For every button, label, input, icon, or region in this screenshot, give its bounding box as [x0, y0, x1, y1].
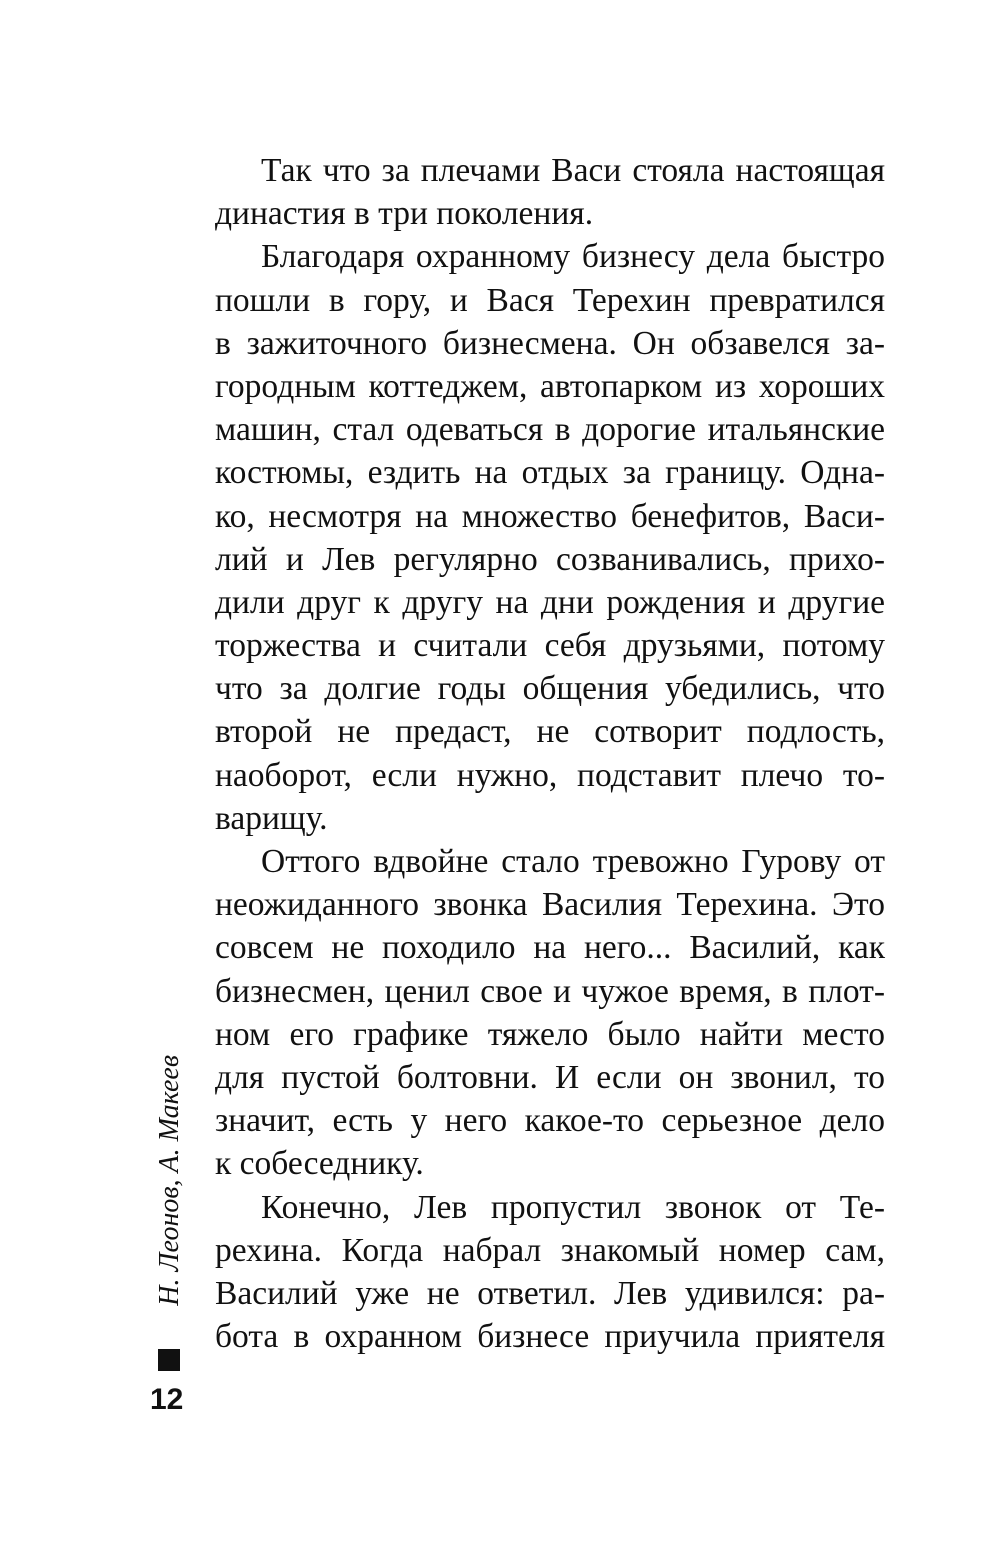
text-line: ном его графике тяжело было найти место — [215, 1015, 885, 1053]
text-line: Василий уже не ответил. Лев удивился: ра- — [215, 1274, 885, 1312]
text-line: Оттого вдвойне стало тревожно Гурову от — [261, 843, 885, 880]
text-line: городным коттеджем, автопарком из хороших — [215, 367, 885, 405]
text-line: для пустой болтовни. И если он звонил, то — [215, 1058, 885, 1096]
text-line: совсем не походило на него... Василий, как — [215, 929, 885, 967]
text-line: рехина. Когда набрал знакомый номер сам, — [215, 1231, 885, 1269]
text-line: пошли в гору, и Вася Терехин превратился — [215, 281, 885, 319]
text-line: второй не предаст, не сотворит подлость, — [215, 713, 885, 751]
text-line: торжества и считали себя друзьями, потому — [215, 627, 885, 665]
text-line: Благодаря охранному бизнесу дела быстро — [261, 238, 885, 276]
text-line: ко, несмотря на множество бенефитов, Васи- — [215, 497, 885, 535]
text-line: машин, стал одеваться в дорогие итальянские — [215, 411, 885, 449]
text-line: династия в три поколения. — [215, 195, 594, 233]
text-line: к собеседнику. — [215, 1145, 424, 1183]
text-line: значит, есть у него какое-то серьезное дело — [215, 1102, 885, 1140]
text-line: бизнесмен, ценил свое и чужое время, в плот- — [215, 972, 885, 1010]
running-head-authors: Н. Леонов, А. Макеев — [154, 1055, 185, 1306]
text-line: варищу. — [215, 799, 328, 837]
text-line: что за долгие годы общения убедились, что — [215, 670, 885, 708]
text-line: костюмы, ездить на отдых за границу. Одна- — [215, 454, 885, 492]
text-line: дили друг к другу на дни рождения и другие — [215, 583, 885, 621]
square-marker-icon — [158, 1349, 180, 1371]
text-line: Конечно, Лев пропустил звонок от Те- — [261, 1188, 885, 1226]
page-number: 12 — [150, 1383, 184, 1416]
text-line: в зажиточного бизнесмена. Он обзавелся за- — [215, 324, 885, 362]
body-text — [215, 149, 885, 1358]
text-line: неожиданного звонка Василия Терехина. Это — [215, 886, 885, 924]
text-line: наоборот, если нужно, подставит плечо то- — [215, 756, 885, 794]
text-line: лий и Лев регулярно созванивались, прихо- — [215, 540, 885, 578]
text-line: Так что за плечами Васи стояла настоящая — [261, 152, 885, 189]
text-line: бота в охранном бизнесе приучила приятеля — [215, 1318, 885, 1356]
